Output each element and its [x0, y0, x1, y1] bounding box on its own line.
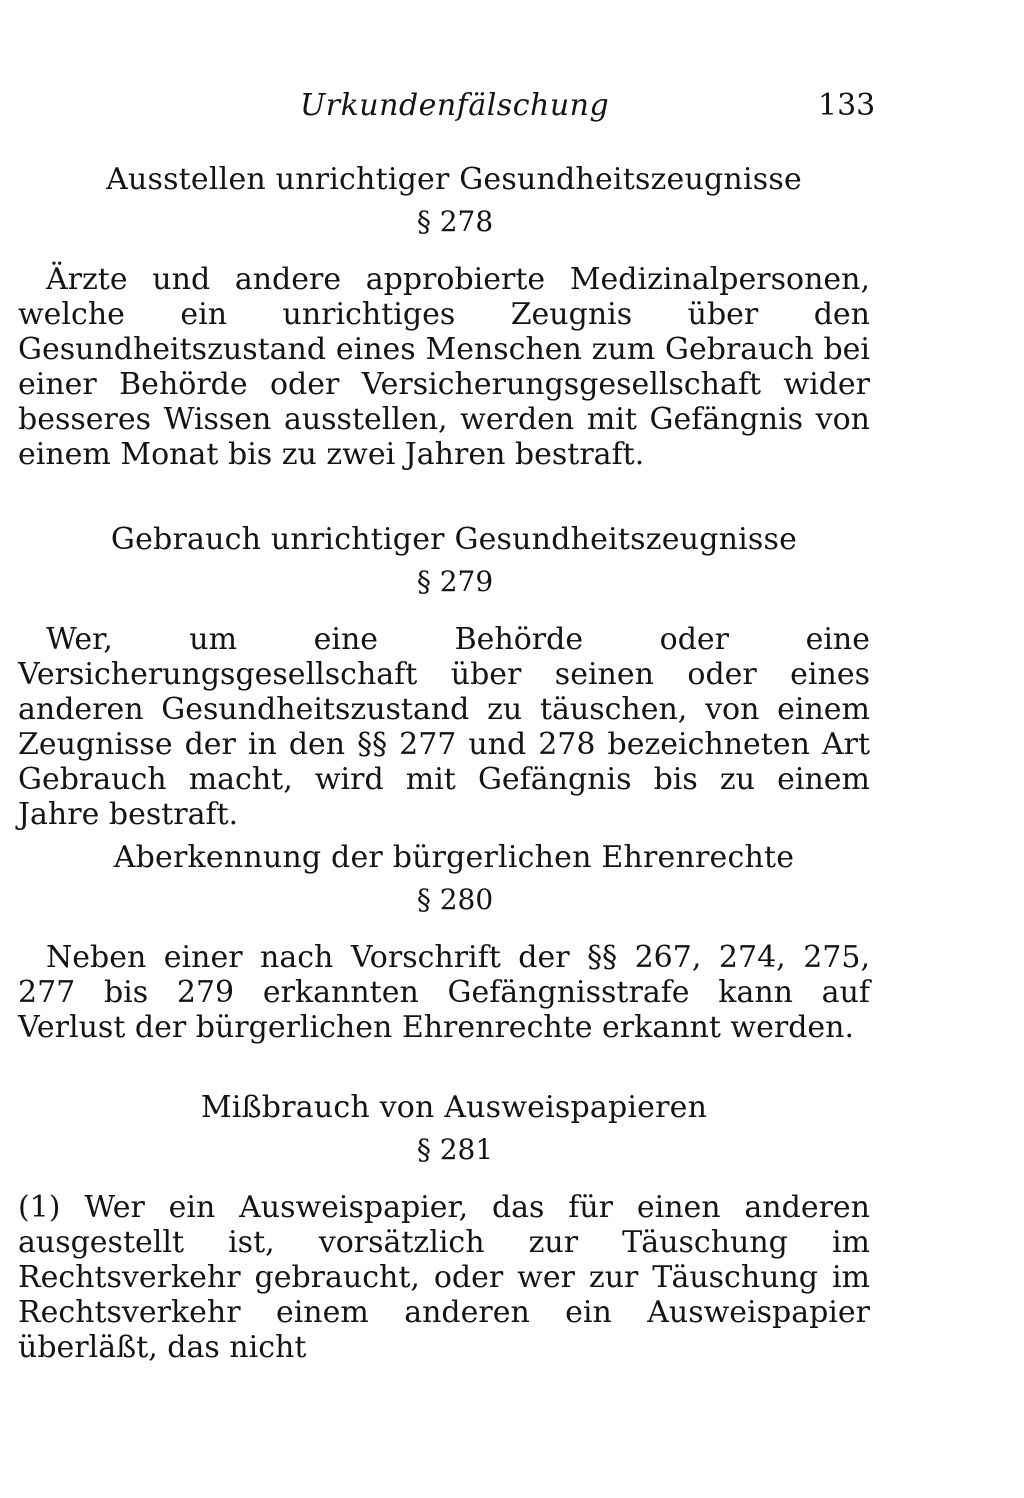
page-number: 133	[818, 88, 876, 123]
section-text: Wer, um eine Behörde oder eine Versicherungsgesellschaft über seinen oder eines anderen Gesundheitszustand zu täuschen, von einem Zeugnisse der in den §§ 277 und 278 bezeichneten Art Gebrauch macht, wird mit Gefängnis bis zu einem Jahre bestraft.	[18, 622, 870, 832]
section-heading: Mißbrauch von Ausweispapieren	[200, 1090, 708, 1125]
section-text: (1) Wer ein Ausweispapier, das für einen anderen ausgestellt ist, vorsätzlich zur Täuschung im Rechtsverkehr gebraucht, oder wer zur Täuschung im Rechtsverkehr einem anderen ein Ausweispapier überläßt, das nicht	[18, 1190, 870, 1365]
section-text: Neben einer nach Vorschrift der §§ 267, 274, 275, 277 bis 279 erkannten Gefängnisstrafe kann auf Verlust der bürgerlichen Ehrenrechte erkannt werden.	[18, 940, 870, 1045]
section-text: Ärzte und andere approbierte Medizinalpersonen, welche ein unrichtiges Zeugnis über den Gesundheitszustand eines Menschen zum Gebrauch bei einer Behörde oder Versicherungsgesellschaft wider besseres Wissen ausstellen, werden mit Gefängnis von einem Monat bis zu zwei Jahren bestraft.	[18, 262, 870, 472]
section-heading: Gebrauch unrichtiger Gesundheitszeugnisse	[110, 522, 798, 557]
section-heading: Ausstellen unrichtiger Gesundheitszeugnisse	[106, 162, 802, 197]
section-280	[18, 838, 870, 1045]
paragraph-number: § 280	[416, 883, 494, 916]
section-279	[18, 520, 870, 832]
section-heading: Aberkennung der bürgerlichen Ehrenrechte	[113, 840, 795, 875]
running-head	[0, 88, 1024, 132]
paragraph-number: § 281	[416, 1133, 494, 1166]
running-title: Urkundenfälschung	[300, 88, 610, 123]
paragraph-number: § 278	[416, 205, 494, 238]
section-281	[18, 1088, 870, 1365]
paragraph-number: § 279	[416, 565, 494, 598]
section-278	[18, 160, 870, 472]
